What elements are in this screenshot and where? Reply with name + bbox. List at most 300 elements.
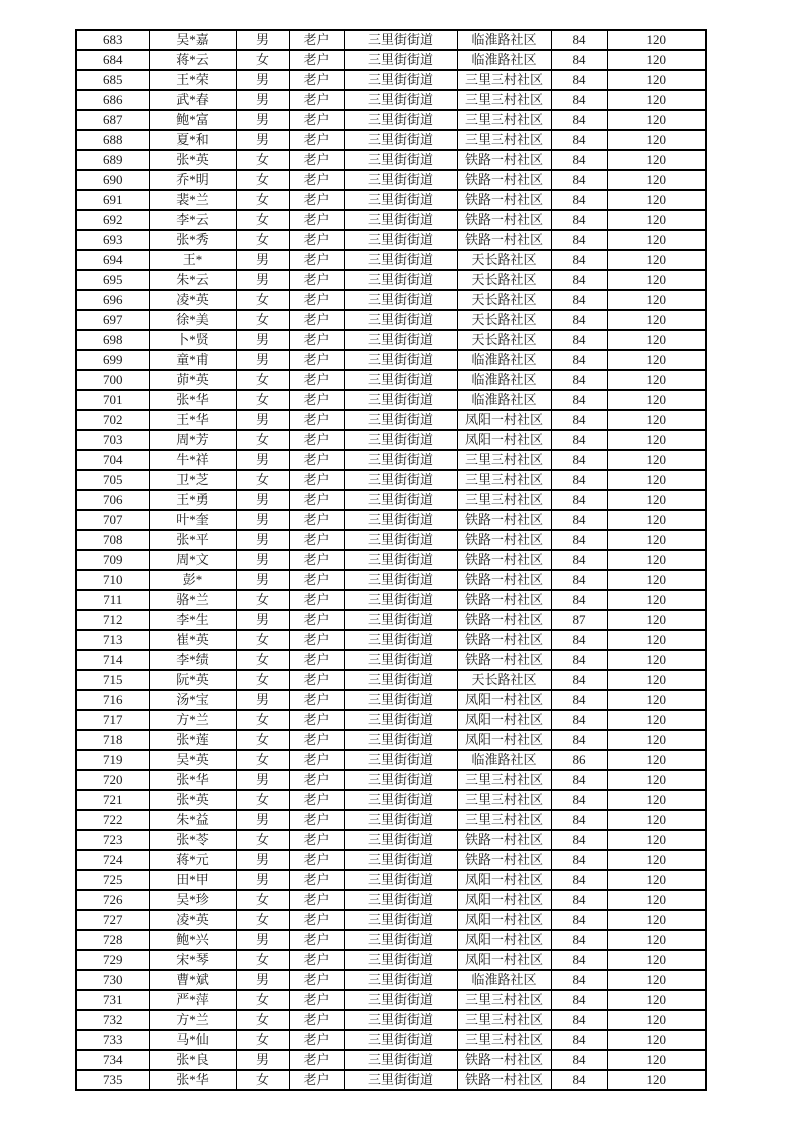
cell-household: 老户	[289, 290, 344, 310]
cell-amount: 120	[607, 110, 706, 130]
cell-name: 牛*祥	[149, 450, 236, 470]
cell-seq: 707	[76, 510, 149, 530]
cell-age: 84	[551, 350, 607, 370]
cell-age: 84	[551, 270, 607, 290]
cell-name: 李*云	[149, 210, 236, 230]
cell-household: 老户	[289, 890, 344, 910]
cell-household: 老户	[289, 1070, 344, 1090]
cell-seq: 710	[76, 570, 149, 590]
cell-household: 老户	[289, 690, 344, 710]
cell-amount: 120	[607, 1070, 706, 1090]
table-row	[76, 1070, 706, 1090]
cell-age: 84	[551, 1070, 607, 1090]
cell-gender: 男	[236, 330, 289, 350]
cell-name: 李*生	[149, 610, 236, 630]
cell-community: 铁路一村社区	[457, 210, 551, 230]
cell-community: 铁路一村社区	[457, 610, 551, 630]
cell-name: 方*兰	[149, 710, 236, 730]
cell-gender: 男	[236, 1050, 289, 1070]
cell-community: 天长路社区	[457, 250, 551, 270]
cell-amount: 120	[607, 250, 706, 270]
cell-community: 临淮路社区	[457, 370, 551, 390]
cell-gender: 男	[236, 110, 289, 130]
table-row	[76, 50, 706, 70]
cell-amount: 120	[607, 950, 706, 970]
cell-name: 童*甫	[149, 350, 236, 370]
cell-street: 三里街街道	[344, 970, 457, 990]
cell-household: 老户	[289, 110, 344, 130]
cell-seq: 698	[76, 330, 149, 350]
cell-street: 三里街街道	[344, 390, 457, 410]
cell-street: 三里街街道	[344, 370, 457, 390]
cell-community: 三里三村社区	[457, 450, 551, 470]
cell-name: 崔*英	[149, 630, 236, 650]
table-row	[76, 470, 706, 490]
cell-street: 三里街街道	[344, 290, 457, 310]
cell-household: 老户	[289, 530, 344, 550]
cell-name: 卫*芝	[149, 470, 236, 490]
cell-household: 老户	[289, 490, 344, 510]
cell-seq: 696	[76, 290, 149, 310]
cell-household: 老户	[289, 850, 344, 870]
cell-community: 凤阳一村社区	[457, 410, 551, 430]
table-row	[76, 590, 706, 610]
cell-seq: 734	[76, 1050, 149, 1070]
cell-street: 三里街街道	[344, 190, 457, 210]
cell-household: 老户	[289, 770, 344, 790]
cell-age: 84	[551, 110, 607, 130]
table-row	[76, 770, 706, 790]
cell-gender: 女	[236, 750, 289, 770]
cell-seq: 700	[76, 370, 149, 390]
cell-amount: 120	[607, 310, 706, 330]
cell-amount: 120	[607, 170, 706, 190]
table-row	[76, 350, 706, 370]
cell-street: 三里街街道	[344, 670, 457, 690]
cell-seq: 694	[76, 250, 149, 270]
cell-name: 彭*	[149, 570, 236, 590]
cell-seq: 713	[76, 630, 149, 650]
cell-gender: 女	[236, 50, 289, 70]
cell-household: 老户	[289, 130, 344, 150]
cell-age: 84	[551, 290, 607, 310]
cell-street: 三里街街道	[344, 30, 457, 50]
cell-gender: 女	[236, 370, 289, 390]
cell-household: 老户	[289, 170, 344, 190]
cell-amount: 120	[607, 890, 706, 910]
cell-household: 老户	[289, 210, 344, 230]
cell-street: 三里街街道	[344, 590, 457, 610]
table-row	[76, 950, 706, 970]
table-row	[76, 830, 706, 850]
cell-amount: 120	[607, 770, 706, 790]
cell-community: 临淮路社区	[457, 390, 551, 410]
cell-household: 老户	[289, 710, 344, 730]
cell-street: 三里街街道	[344, 470, 457, 490]
cell-street: 三里街街道	[344, 830, 457, 850]
cell-name: 叶*奎	[149, 510, 236, 530]
cell-street: 三里街街道	[344, 210, 457, 230]
table-row	[76, 730, 706, 750]
table-row	[76, 1010, 706, 1030]
cell-age: 84	[551, 90, 607, 110]
cell-amount: 120	[607, 1030, 706, 1050]
cell-name: 王*勇	[149, 490, 236, 510]
cell-seq: 719	[76, 750, 149, 770]
cell-community: 铁路一村社区	[457, 230, 551, 250]
cell-age: 84	[551, 650, 607, 670]
beneficiary-table	[75, 29, 707, 1091]
cell-amount: 120	[607, 530, 706, 550]
cell-gender: 男	[236, 250, 289, 270]
cell-household: 老户	[289, 1050, 344, 1070]
cell-amount: 120	[607, 210, 706, 230]
table-row	[76, 130, 706, 150]
cell-community: 临淮路社区	[457, 30, 551, 50]
cell-name: 李*绩	[149, 650, 236, 670]
cell-community: 铁路一村社区	[457, 590, 551, 610]
cell-gender: 男	[236, 770, 289, 790]
cell-street: 三里街街道	[344, 90, 457, 110]
cell-community: 铁路一村社区	[457, 570, 551, 590]
cell-amount: 120	[607, 350, 706, 370]
cell-seq: 728	[76, 930, 149, 950]
cell-age: 84	[551, 490, 607, 510]
cell-amount: 120	[607, 570, 706, 590]
cell-age: 84	[551, 870, 607, 890]
cell-household: 老户	[289, 430, 344, 450]
cell-community: 凤阳一村社区	[457, 930, 551, 950]
cell-household: 老户	[289, 950, 344, 970]
cell-age: 84	[551, 830, 607, 850]
table-row	[76, 650, 706, 670]
cell-amount: 120	[607, 90, 706, 110]
cell-amount: 120	[607, 670, 706, 690]
cell-gender: 女	[236, 910, 289, 930]
cell-seq: 693	[76, 230, 149, 250]
cell-name: 周*芳	[149, 430, 236, 450]
cell-gender: 男	[236, 410, 289, 430]
table-row	[76, 390, 706, 410]
cell-name: 张*平	[149, 530, 236, 550]
cell-age: 84	[551, 410, 607, 430]
cell-community: 天长路社区	[457, 310, 551, 330]
cell-seq: 711	[76, 590, 149, 610]
cell-gender: 女	[236, 1070, 289, 1090]
cell-gender: 女	[236, 790, 289, 810]
cell-name: 乔*明	[149, 170, 236, 190]
cell-name: 张*秀	[149, 230, 236, 250]
table-row	[76, 990, 706, 1010]
cell-household: 老户	[289, 810, 344, 830]
cell-household: 老户	[289, 150, 344, 170]
cell-gender: 男	[236, 530, 289, 550]
cell-gender: 男	[236, 570, 289, 590]
cell-street: 三里街街道	[344, 110, 457, 130]
cell-street: 三里街街道	[344, 410, 457, 430]
cell-community: 三里三村社区	[457, 90, 551, 110]
table-row	[76, 330, 706, 350]
cell-community: 天长路社区	[457, 670, 551, 690]
cell-age: 84	[551, 130, 607, 150]
cell-age: 84	[551, 590, 607, 610]
table-row	[76, 930, 706, 950]
table-row	[76, 70, 706, 90]
table-row	[76, 610, 706, 630]
cell-community: 临淮路社区	[457, 50, 551, 70]
cell-age: 84	[551, 230, 607, 250]
cell-gender: 男	[236, 550, 289, 570]
table-row	[76, 970, 706, 990]
cell-gender: 女	[236, 190, 289, 210]
cell-gender: 男	[236, 90, 289, 110]
cell-name: 朱*云	[149, 270, 236, 290]
cell-name: 张*华	[149, 390, 236, 410]
cell-seq: 722	[76, 810, 149, 830]
cell-gender: 男	[236, 130, 289, 150]
cell-household: 老户	[289, 730, 344, 750]
cell-gender: 男	[236, 30, 289, 50]
cell-name: 鲍*兴	[149, 930, 236, 950]
cell-amount: 120	[607, 790, 706, 810]
cell-amount: 120	[607, 850, 706, 870]
cell-household: 老户	[289, 790, 344, 810]
table-row	[76, 530, 706, 550]
cell-seq: 705	[76, 470, 149, 490]
cell-age: 84	[551, 470, 607, 490]
cell-household: 老户	[289, 590, 344, 610]
cell-street: 三里街街道	[344, 730, 457, 750]
cell-street: 三里街街道	[344, 650, 457, 670]
cell-name: 周*文	[149, 550, 236, 570]
cell-household: 老户	[289, 450, 344, 470]
cell-community: 凤阳一村社区	[457, 430, 551, 450]
cell-street: 三里街街道	[344, 950, 457, 970]
cell-gender: 男	[236, 510, 289, 530]
cell-age: 84	[551, 850, 607, 870]
cell-gender: 男	[236, 810, 289, 830]
cell-street: 三里街街道	[344, 930, 457, 950]
table-row	[76, 890, 706, 910]
cell-age: 84	[551, 890, 607, 910]
cell-seq: 683	[76, 30, 149, 50]
cell-seq: 720	[76, 770, 149, 790]
cell-age: 84	[551, 150, 607, 170]
cell-amount: 120	[607, 270, 706, 290]
cell-community: 凤阳一村社区	[457, 710, 551, 730]
table-row	[76, 630, 706, 650]
cell-amount: 120	[607, 330, 706, 350]
cell-name: 张*英	[149, 790, 236, 810]
cell-name: 蒋*云	[149, 50, 236, 70]
cell-household: 老户	[289, 630, 344, 650]
cell-street: 三里街街道	[344, 850, 457, 870]
cell-age: 84	[551, 310, 607, 330]
cell-gender: 女	[236, 730, 289, 750]
cell-gender: 女	[236, 650, 289, 670]
cell-gender: 男	[236, 350, 289, 370]
cell-household: 老户	[289, 570, 344, 590]
cell-gender: 女	[236, 150, 289, 170]
cell-amount: 120	[607, 490, 706, 510]
cell-age: 84	[551, 1050, 607, 1070]
cell-household: 老户	[289, 250, 344, 270]
cell-street: 三里街街道	[344, 250, 457, 270]
cell-age: 84	[551, 690, 607, 710]
table-row	[76, 230, 706, 250]
cell-amount: 120	[607, 130, 706, 150]
cell-name: 宋*琴	[149, 950, 236, 970]
cell-amount: 120	[607, 610, 706, 630]
cell-household: 老户	[289, 90, 344, 110]
cell-household: 老户	[289, 830, 344, 850]
table-row	[76, 710, 706, 730]
cell-age: 84	[551, 930, 607, 950]
cell-street: 三里街街道	[344, 70, 457, 90]
cell-community: 凤阳一村社区	[457, 950, 551, 970]
cell-household: 老户	[289, 470, 344, 490]
cell-gender: 女	[236, 890, 289, 910]
cell-age: 84	[551, 710, 607, 730]
cell-street: 三里街街道	[344, 910, 457, 930]
table-row	[76, 310, 706, 330]
cell-seq: 729	[76, 950, 149, 970]
table-row	[76, 850, 706, 870]
cell-gender: 男	[236, 450, 289, 470]
table-row	[76, 190, 706, 210]
cell-age: 84	[551, 1030, 607, 1050]
cell-name: 蒋*元	[149, 850, 236, 870]
cell-street: 三里街街道	[344, 770, 457, 790]
cell-street: 三里街街道	[344, 1030, 457, 1050]
table-row	[76, 250, 706, 270]
table-row	[76, 910, 706, 930]
cell-community: 三里三村社区	[457, 790, 551, 810]
cell-amount: 120	[607, 690, 706, 710]
cell-gender: 女	[236, 710, 289, 730]
cell-name: 骆*兰	[149, 590, 236, 610]
cell-name: 吴*英	[149, 750, 236, 770]
cell-age: 84	[551, 190, 607, 210]
cell-community: 铁路一村社区	[457, 830, 551, 850]
table-row	[76, 1050, 706, 1070]
cell-community: 三里三村社区	[457, 810, 551, 830]
cell-gender: 男	[236, 850, 289, 870]
cell-seq: 725	[76, 870, 149, 890]
cell-amount: 120	[607, 1010, 706, 1030]
cell-community: 铁路一村社区	[457, 190, 551, 210]
cell-age: 84	[551, 730, 607, 750]
cell-community: 三里三村社区	[457, 1010, 551, 1030]
cell-street: 三里街街道	[344, 450, 457, 470]
cell-community: 铁路一村社区	[457, 1050, 551, 1070]
cell-name: 张*英	[149, 150, 236, 170]
cell-community: 临淮路社区	[457, 350, 551, 370]
table-row	[76, 570, 706, 590]
cell-seq: 706	[76, 490, 149, 510]
cell-seq: 716	[76, 690, 149, 710]
cell-household: 老户	[289, 970, 344, 990]
cell-seq: 723	[76, 830, 149, 850]
cell-amount: 120	[607, 870, 706, 890]
table-row	[76, 810, 706, 830]
cell-gender: 女	[236, 1030, 289, 1050]
cell-amount: 120	[607, 1050, 706, 1070]
cell-name: 朱*益	[149, 810, 236, 830]
cell-community: 凤阳一村社区	[457, 730, 551, 750]
cell-name: 曹*斌	[149, 970, 236, 990]
cell-household: 老户	[289, 870, 344, 890]
cell-community: 铁路一村社区	[457, 850, 551, 870]
cell-household: 老户	[289, 390, 344, 410]
cell-seq: 708	[76, 530, 149, 550]
cell-name: 裴*兰	[149, 190, 236, 210]
cell-amount: 120	[607, 370, 706, 390]
cell-household: 老户	[289, 410, 344, 430]
cell-seq: 692	[76, 210, 149, 230]
cell-gender: 女	[236, 230, 289, 250]
cell-seq: 704	[76, 450, 149, 470]
cell-household: 老户	[289, 1010, 344, 1030]
cell-name: 卜*贤	[149, 330, 236, 350]
cell-household: 老户	[289, 990, 344, 1010]
cell-amount: 120	[607, 750, 706, 770]
cell-amount: 120	[607, 650, 706, 670]
cell-age: 84	[551, 170, 607, 190]
cell-community: 铁路一村社区	[457, 150, 551, 170]
cell-seq: 687	[76, 110, 149, 130]
cell-amount: 120	[607, 470, 706, 490]
cell-seq: 731	[76, 990, 149, 1010]
cell-age: 84	[551, 950, 607, 970]
cell-age: 84	[551, 510, 607, 530]
cell-street: 三里街街道	[344, 1010, 457, 1030]
cell-seq: 702	[76, 410, 149, 430]
cell-amount: 120	[607, 230, 706, 250]
cell-seq: 717	[76, 710, 149, 730]
cell-street: 三里街街道	[344, 170, 457, 190]
cell-street: 三里街街道	[344, 330, 457, 350]
cell-community: 凤阳一村社区	[457, 690, 551, 710]
table-row	[76, 150, 706, 170]
table-row	[76, 490, 706, 510]
cell-household: 老户	[289, 330, 344, 350]
cell-street: 三里街街道	[344, 790, 457, 810]
cell-household: 老户	[289, 930, 344, 950]
cell-household: 老户	[289, 910, 344, 930]
cell-name: 方*兰	[149, 1010, 236, 1030]
cell-street: 三里街街道	[344, 550, 457, 570]
cell-name: 张*华	[149, 1070, 236, 1090]
cell-street: 三里街街道	[344, 610, 457, 630]
cell-community: 三里三村社区	[457, 490, 551, 510]
cell-street: 三里街街道	[344, 810, 457, 830]
cell-name: 王*	[149, 250, 236, 270]
cell-street: 三里街街道	[344, 630, 457, 650]
cell-name: 武*春	[149, 90, 236, 110]
cell-gender: 女	[236, 830, 289, 850]
table-row	[76, 210, 706, 230]
cell-amount: 120	[607, 710, 706, 730]
cell-household: 老户	[289, 370, 344, 390]
cell-community: 铁路一村社区	[457, 1070, 551, 1090]
cell-seq: 714	[76, 650, 149, 670]
cell-household: 老户	[289, 190, 344, 210]
cell-street: 三里街街道	[344, 750, 457, 770]
cell-name: 徐*美	[149, 310, 236, 330]
cell-household: 老户	[289, 550, 344, 570]
cell-age: 87	[551, 610, 607, 630]
